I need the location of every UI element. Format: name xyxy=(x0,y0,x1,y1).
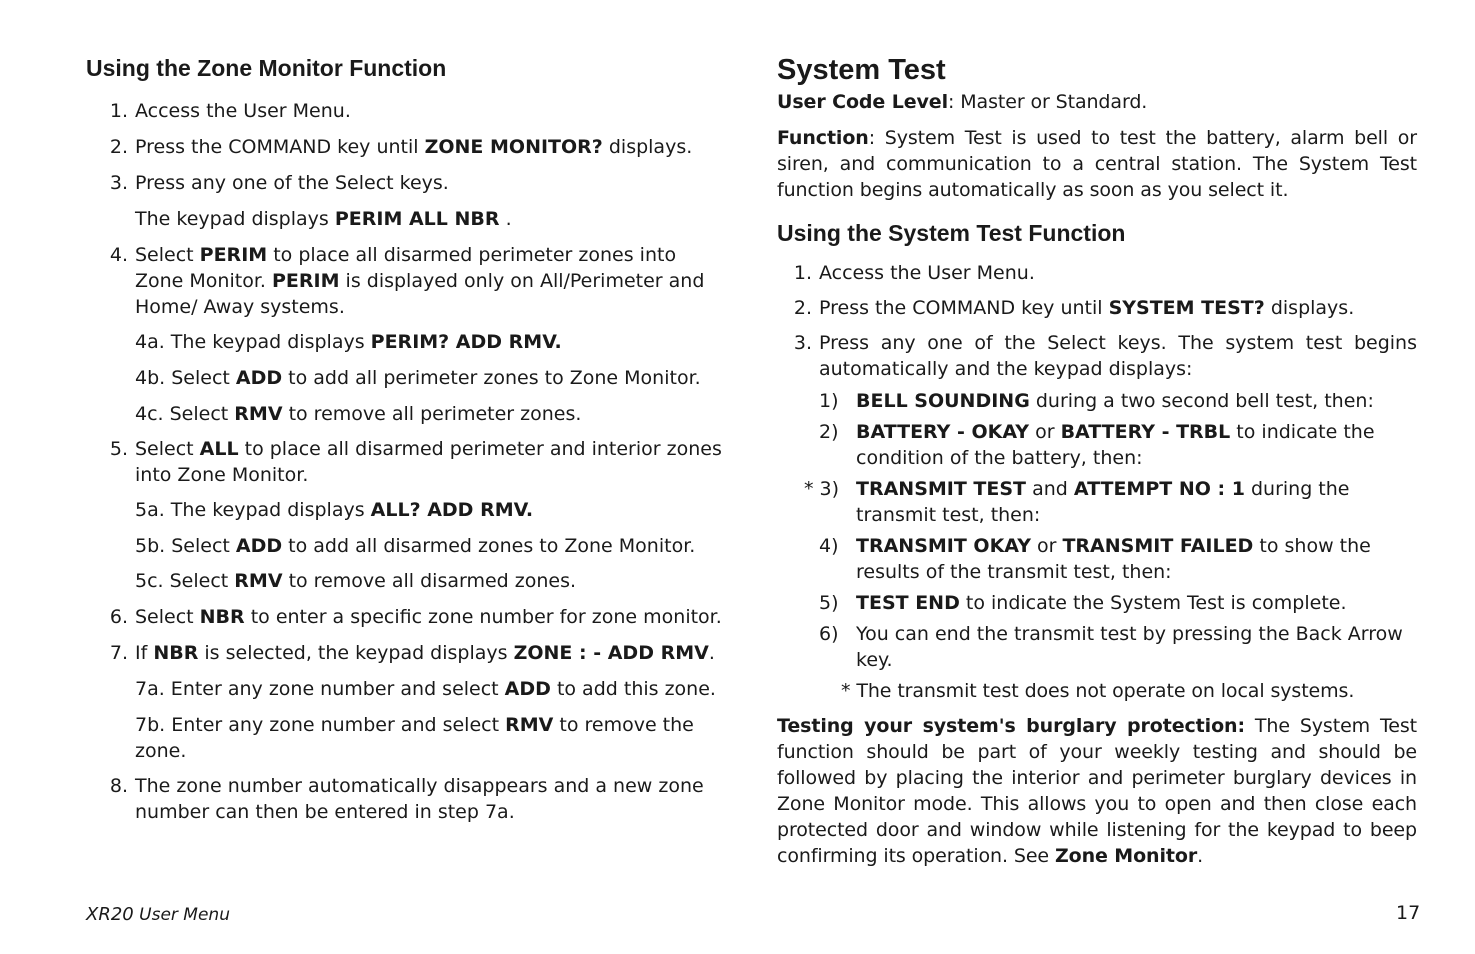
step-item xyxy=(86,170,728,196)
step-text: to add all perimeter zones to Zone Monitor. xyxy=(282,367,701,389)
step-body xyxy=(128,365,728,391)
step-item xyxy=(86,497,728,523)
keypad-text: SYSTEM TEST? xyxy=(1108,297,1265,319)
step-number xyxy=(86,676,128,702)
step-text: Press any one of the Select keys. xyxy=(135,172,449,194)
step-body xyxy=(128,170,728,196)
step-item xyxy=(86,773,728,825)
step-item xyxy=(86,134,728,160)
system-test-subheading: Using the System Test Function xyxy=(777,220,1126,246)
substep-item xyxy=(777,388,1417,414)
step-number xyxy=(86,568,128,594)
step-number xyxy=(86,497,128,523)
right-column xyxy=(777,52,1417,869)
page-number: 17 xyxy=(1396,902,1421,924)
step-number: 1. xyxy=(793,262,812,284)
substep-number: 1) xyxy=(819,390,839,412)
keypad-text: PERIM xyxy=(271,270,340,292)
step-text: or xyxy=(1029,421,1061,443)
step-text: 4c. Select xyxy=(135,403,235,425)
step-number xyxy=(86,533,128,559)
step-text: to indicate the condition of the battery, then: xyxy=(856,421,1375,469)
substep-body xyxy=(856,621,1417,673)
keypad-text: TRANSMIT FAILED xyxy=(1062,535,1254,557)
step-text: Press the COMMAND key until xyxy=(135,136,425,158)
step-text: Press the COMMAND key until xyxy=(819,297,1109,319)
zone-monitor-heading: Using the Zone Monitor Function xyxy=(86,55,447,81)
step-text: 4a. The keypad displays xyxy=(135,331,371,353)
keypad-text: ADD xyxy=(504,678,551,700)
step-text: is displayed only on All/Perimeter and Home/ Away systems. xyxy=(135,270,705,318)
testing-label: Testing your system's burglary protection: xyxy=(777,715,1245,737)
step-text: Press any one of the Select keys. The system test begins automatically and the keypad displays: xyxy=(819,332,1417,380)
system-test-substeps xyxy=(777,388,1417,673)
step-body xyxy=(128,206,728,232)
testing-paragraph xyxy=(777,713,1417,869)
user-code-value: : Master or Standard. xyxy=(948,91,1148,113)
step-text: 7b. Enter any zone number and select xyxy=(135,714,506,736)
step-text: . xyxy=(499,208,512,230)
step-number xyxy=(86,206,128,232)
step-number xyxy=(86,401,128,427)
zone-monitor-reference: Zone Monitor xyxy=(1054,845,1198,867)
step-number: 4. xyxy=(109,244,128,266)
step-text: Access the User Menu. xyxy=(135,100,351,122)
step-body xyxy=(128,604,728,630)
step-body xyxy=(128,568,728,594)
left-column xyxy=(86,52,728,825)
step-text: Select xyxy=(135,244,200,266)
step-item xyxy=(86,329,728,355)
keypad-text: RMV xyxy=(505,714,554,736)
keypad-text: ZONE : - ADD RMV xyxy=(513,642,709,664)
step-number: 3. xyxy=(793,332,812,354)
substep-item xyxy=(777,476,1417,528)
step-body xyxy=(128,533,728,559)
step-text: 4b. Select xyxy=(135,367,236,389)
keypad-text: TRANSMIT OKAY xyxy=(856,535,1031,557)
step-number: 3. xyxy=(109,172,128,194)
system-test-title: System Test xyxy=(777,54,946,86)
step-item xyxy=(777,295,1417,321)
step-text: displays. xyxy=(602,136,693,158)
step-text: to enter a specific zone number for zone monitor. xyxy=(244,606,722,628)
keypad-text: NBR xyxy=(153,642,199,664)
step-text: to add this zone. xyxy=(550,678,716,700)
keypad-text: BATTERY - OKAY xyxy=(856,421,1030,443)
keypad-text: RMV xyxy=(234,403,283,425)
keypad-text: RMV xyxy=(234,570,283,592)
substep-body xyxy=(856,533,1417,585)
step-number xyxy=(86,365,128,391)
step-text: to show the results of the transmit test, then: xyxy=(856,535,1371,583)
step-text: 7a. Enter any zone number and select xyxy=(135,678,505,700)
step-body xyxy=(128,98,728,124)
step-text: Access the User Menu. xyxy=(819,262,1035,284)
step-number: 8. xyxy=(109,775,128,797)
step-item xyxy=(777,330,1417,382)
step-body xyxy=(128,401,728,427)
substep-number: 4) xyxy=(819,535,839,557)
step-text: 5a. The keypad displays xyxy=(135,499,371,521)
testing-text: The System Test function should be part of your weekly testing and should be followed by placing the interior and perimeter burglary devices in Zone Monitor mode. This allows you to open and then close each protected door and window while listening for the keypad to beep confirming its operation. See xyxy=(777,715,1417,867)
step-text: to place all disarmed perimeter zones into Zone Monitor. xyxy=(135,244,677,292)
step-text: 5c. Select xyxy=(135,570,235,592)
step-number: 2. xyxy=(793,297,812,319)
substep-body xyxy=(856,590,1417,616)
step-number: 2. xyxy=(109,136,128,158)
step-body xyxy=(128,773,728,825)
step-text: Select xyxy=(135,606,200,628)
user-code-level xyxy=(777,89,1417,115)
step-item xyxy=(86,436,728,488)
step-body xyxy=(812,260,1417,286)
substep-item xyxy=(777,621,1417,673)
step-number: 7. xyxy=(109,642,128,664)
step-text: to add all disarmed zones to Zone Monitor. xyxy=(282,535,696,557)
step-text: You can end the transmit test by pressing the Back Arrow key. xyxy=(856,623,1403,671)
substep-item xyxy=(777,419,1417,471)
substep-number: * 3) xyxy=(804,478,840,500)
keypad-text: BELL SOUNDING xyxy=(856,390,1030,412)
substep-body xyxy=(856,419,1417,471)
step-text: and xyxy=(1026,478,1074,500)
step-number: 1. xyxy=(109,100,128,122)
step-item xyxy=(86,676,728,702)
step-item xyxy=(86,206,728,232)
step-body xyxy=(128,497,728,523)
user-code-label: User Code Level xyxy=(777,91,948,113)
substep-body xyxy=(856,388,1417,414)
step-number xyxy=(86,329,128,355)
step-text: If xyxy=(135,642,154,664)
keypad-text: TEST END xyxy=(856,592,960,614)
step-item xyxy=(86,533,728,559)
step-text: to remove all disarmed zones. xyxy=(282,570,577,592)
step-number: 6. xyxy=(109,606,128,628)
testing-end: . xyxy=(1197,845,1204,867)
keypad-text: ALL? ADD RMV. xyxy=(370,499,534,521)
function-label: Function xyxy=(777,127,869,149)
substep-number: 5) xyxy=(819,592,839,614)
keypad-text: ADD xyxy=(235,367,283,389)
step-text: 5b. Select xyxy=(135,535,236,557)
keypad-text: ATTEMPT NO : 1 xyxy=(1073,478,1245,500)
step-item xyxy=(86,401,728,427)
keypad-text: ALL xyxy=(199,438,239,460)
function-text: : System Test is used to test the battery, alarm bell or siren, and communication to a central station. The System Test function begins automatically as soon as you select it. xyxy=(777,127,1417,201)
step-item xyxy=(777,260,1417,286)
step-body xyxy=(128,134,728,160)
step-text: The zone number automatically disappears and a new zone number can then be entered in step 7a. xyxy=(135,775,704,823)
substep-body xyxy=(856,476,1417,528)
system-test-steps xyxy=(777,260,1417,382)
step-text: displays. xyxy=(1264,297,1355,319)
keypad-text: NBR xyxy=(199,606,245,628)
step-item xyxy=(86,365,728,391)
keypad-text: PERIM xyxy=(199,244,268,266)
step-text: The keypad displays xyxy=(135,208,335,230)
step-text: during the transmit test, then: xyxy=(856,478,1350,526)
step-item xyxy=(86,98,728,124)
zone-monitor-steps xyxy=(86,98,728,825)
step-body xyxy=(812,330,1417,382)
step-text: to indicate the System Test is complete. xyxy=(959,592,1347,614)
function-paragraph xyxy=(777,125,1417,203)
step-text: to remove all perimeter zones. xyxy=(282,403,582,425)
footer-brand: XR20 xyxy=(86,904,134,925)
step-text: during a two second bell test, then: xyxy=(1029,390,1374,412)
step-item xyxy=(86,712,728,764)
step-item xyxy=(86,242,728,320)
step-body xyxy=(128,436,728,488)
step-item xyxy=(86,604,728,630)
keypad-text: ZONE MONITOR? xyxy=(424,136,603,158)
step-body xyxy=(128,676,728,702)
footer-doc: User Menu xyxy=(133,905,230,925)
footer-doc-title xyxy=(86,904,230,925)
keypad-text: ADD xyxy=(235,535,283,557)
substep-number: 2) xyxy=(819,421,839,443)
step-text: or xyxy=(1030,535,1063,557)
step-item xyxy=(86,568,728,594)
step-number xyxy=(86,712,128,764)
substep-item xyxy=(777,590,1417,616)
footnote: * The transmit test does not operate on local systems. xyxy=(841,680,1355,702)
substep-item xyxy=(777,533,1417,585)
keypad-text: PERIM ALL NBR xyxy=(334,208,500,230)
step-body xyxy=(128,640,728,666)
step-number: 5. xyxy=(109,438,128,460)
step-text: to place all disarmed perimeter and interior zones into Zone Monitor. xyxy=(135,438,722,486)
step-text: . xyxy=(708,642,715,664)
step-text: to remove the zone. xyxy=(135,714,694,762)
substep-number: 6) xyxy=(819,623,839,645)
step-text: is selected, the keypad displays xyxy=(198,642,514,664)
keypad-text: BATTERY - TRBL xyxy=(1060,421,1231,443)
step-text: Select xyxy=(135,438,200,460)
step-body xyxy=(128,242,728,320)
step-body xyxy=(128,329,728,355)
keypad-text: TRANSMIT TEST xyxy=(856,478,1027,500)
step-body xyxy=(812,295,1417,321)
step-body xyxy=(128,712,728,764)
step-item xyxy=(86,640,728,666)
keypad-text: PERIM? ADD RMV. xyxy=(370,331,562,353)
